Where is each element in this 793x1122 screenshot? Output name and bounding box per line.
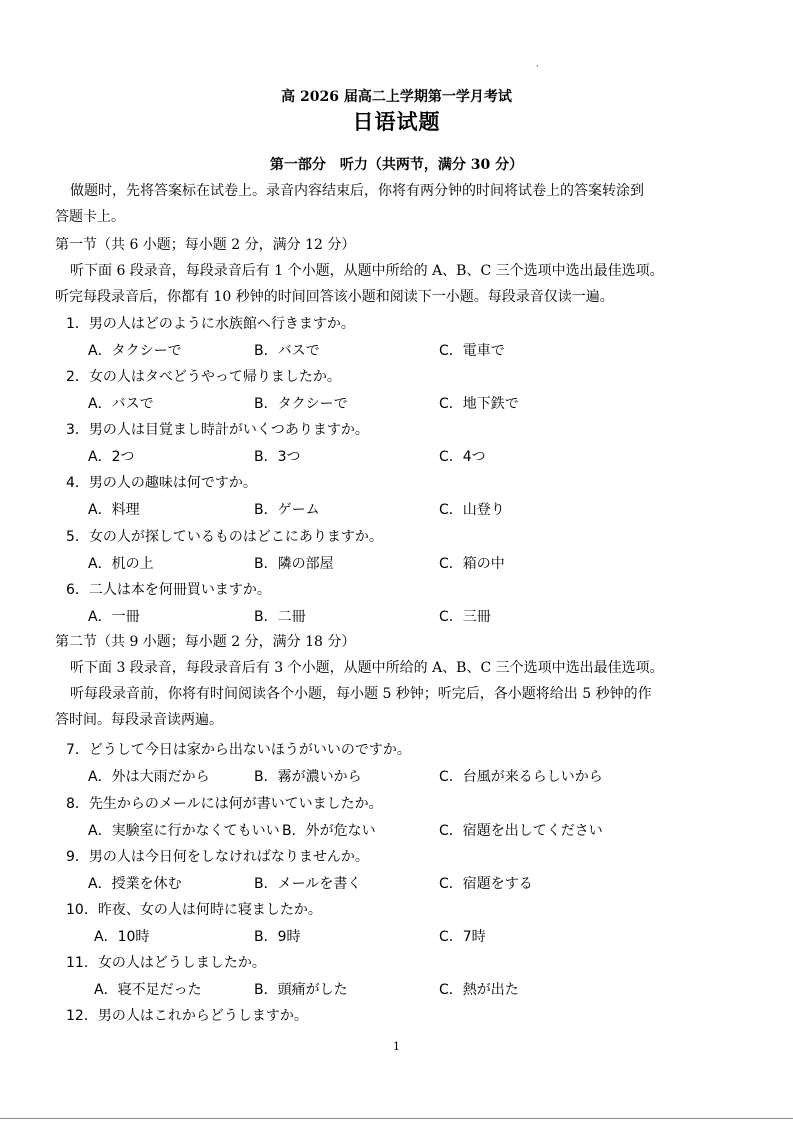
- section1-instr-line1: 听下面 6 段录音，每段录音后有 1 个小题，从题中所给的 A、B、C 三个选项中选出最佳选项。: [70, 263, 664, 279]
- section2-instr-line2: 听每段录音前，你将有时间阅读各个小题，每小题 5 秒钟；听完后，各小题将给出 5 秒钟的作: [70, 686, 652, 702]
- q4-option-c: C．山登り: [439, 502, 505, 518]
- q9-option-a: A．授業を休む: [88, 876, 182, 892]
- q2-option-b: B．タクシーで: [254, 396, 348, 412]
- q1-option-c: C．電車で: [439, 343, 505, 359]
- q8-option-c: C．宿題を出してください: [439, 823, 603, 839]
- scan-dot: ·: [536, 62, 539, 71]
- q9-option-b: B．メールを書く: [254, 876, 362, 892]
- page-title: 日语试题: [352, 109, 441, 134]
- q11-option-c: C．熱が出た: [439, 982, 519, 998]
- q3-option-a: A．2つ: [88, 449, 135, 465]
- q7-option-c: C．台風が来るらしいから: [439, 769, 603, 785]
- q5-option-a: A．机の上: [88, 556, 154, 572]
- section1-instr-line2: 听完每段录音后，你都有 10 秒钟的时间回答该小题和阅读下一小题。每段录音仅读一遍。: [55, 289, 614, 305]
- question-6: 6．二人は本を何冊買いますか。: [66, 582, 271, 598]
- part1-intro-line1: 做题时，先将答案标在试卷上。录音内容结束后，你将有两分钟的时间将试卷上的答案转涂到: [70, 183, 644, 199]
- q6-option-b: B．二冊: [254, 609, 306, 625]
- q10-option-c: C．7時: [439, 929, 486, 945]
- q5-option-b: B．隣の部屋: [254, 556, 334, 572]
- q6-option-c: C．三冊: [439, 609, 491, 625]
- question-7: 7．どうして今日は家から出ないほうがいいのですか。: [66, 742, 411, 758]
- q3-option-c: C．4つ: [439, 449, 486, 465]
- page-number: 1: [393, 1040, 400, 1053]
- page-bottom-rule: [0, 1118, 793, 1119]
- q4-option-a: A．料理: [88, 502, 140, 518]
- q1-option-b: B．バスで: [254, 343, 320, 359]
- q5-option-c: C．箱の中: [439, 556, 505, 572]
- question-10: 10．昨夜、女の人は何時に寝ましたか。: [66, 902, 322, 918]
- section2-instr-line3: 答时间。每段录音读两遍。: [55, 712, 223, 728]
- q3-option-b: B．3つ: [254, 449, 301, 465]
- q7-option-b: B．霧が濃いから: [254, 769, 362, 785]
- section2-instr-line1: 听下面 3 段录音，每段录音后有 3 个小题，从题中所给的 A、B、C 三个选项中选出最佳选项。: [70, 660, 664, 676]
- question-3: 3．男の人は目覚まし時計がいくつありますか。: [66, 422, 369, 438]
- question-2: 2．女の人はタべどうやって帰りましたか。: [66, 369, 341, 385]
- q6-option-a: A．一冊: [88, 609, 140, 625]
- q4-option-b: B．ゲーム: [254, 502, 320, 518]
- q10-option-b: B．9時: [254, 929, 301, 945]
- question-4: 4．男の人の趣味は何ですか。: [66, 475, 257, 491]
- q8-option-b: B．外が危ない: [282, 823, 376, 839]
- q2-option-c: C．地下鉄で: [439, 396, 519, 412]
- part1-intro-line2: 答题卡上。: [55, 209, 125, 225]
- question-11: 11．女の人はどうしましたか。: [66, 955, 266, 971]
- q8-option-a: A．実験室に行かなくてもいい: [88, 823, 280, 839]
- exam-name: 高 2026 届高二上学期第一学月考试: [281, 89, 512, 105]
- section1-heading: 第一节（共 6 小题；每小题 2 分，满分 12 分）: [55, 237, 356, 253]
- question-1: 1．男の人はどのように水族館へ行きますか。: [66, 316, 355, 332]
- q2-option-a: A．バスで: [88, 396, 154, 412]
- q10-option-a: A．10時: [94, 929, 150, 945]
- q7-option-a: A．外は大雨だから: [88, 769, 210, 785]
- question-5: 5．女の人が探しているものはどこにありますか。: [66, 529, 383, 545]
- q1-option-a: A．タクシーで: [88, 343, 182, 359]
- q11-option-a: A．寝不足だった: [94, 982, 202, 998]
- question-8: 8．先生からのメールには何が書いていましたか。: [66, 796, 383, 812]
- question-12: 12．男の人はこれからどうしますか。: [66, 1008, 308, 1024]
- q11-option-b: B．頭痛がした: [254, 982, 348, 998]
- q9-option-c: C．宿題をする: [439, 876, 533, 892]
- question-9: 9．男の人は今日何をしなければなりませんか。: [66, 849, 369, 865]
- section2-heading: 第二节（共 9 小题；每小题 2 分，满分 18 分）: [55, 634, 356, 650]
- part1-heading: 第一部分 听力（共两节，满分 30 分）: [269, 157, 524, 173]
